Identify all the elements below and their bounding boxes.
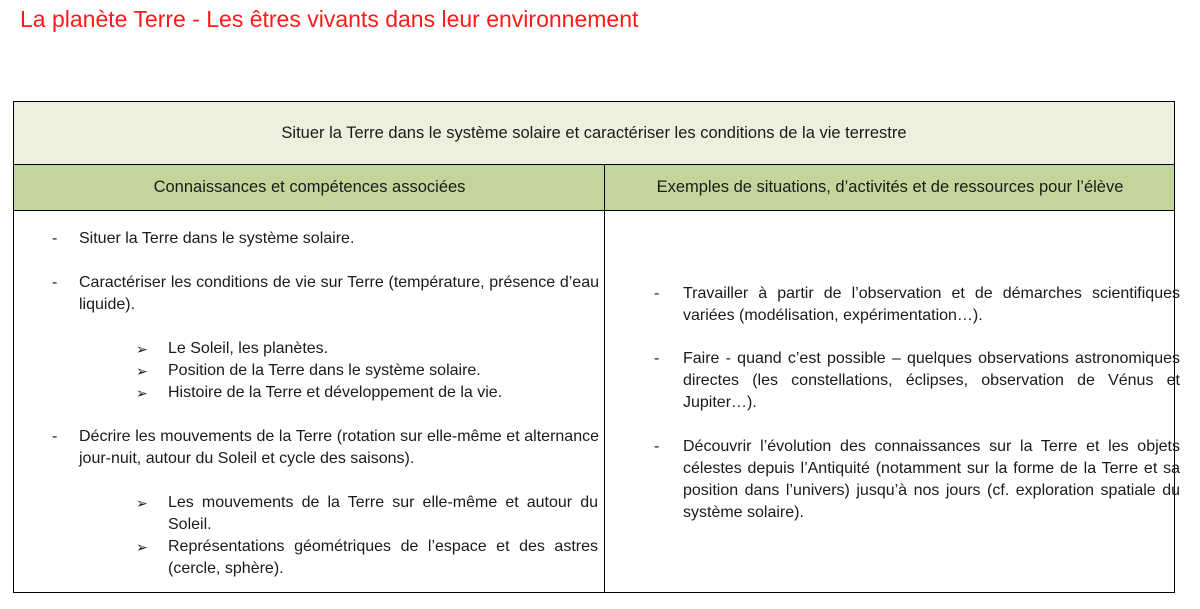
- column-header-left: [14, 165, 605, 210]
- list-item-text: Travailler à partir de l’observation et de démarches scientifiques variées (modélisation, expérimentation…).: [683, 285, 1180, 324]
- list-item: [52, 228, 602, 250]
- sub-list-item-text: Position de la Terre dans le système solaire.: [168, 362, 481, 379]
- sub-list-item: [136, 536, 602, 580]
- sub-list-item-text: Représentations géométriques de l’espace et des astres (cercle, sphère).: [168, 538, 598, 577]
- dash-bullet: -: [654, 438, 660, 455]
- list-item: [654, 283, 1182, 327]
- dash-bullet: -: [52, 274, 58, 291]
- arrow-bullet-icon: ➢: [136, 341, 148, 357]
- list-item: [654, 348, 1182, 414]
- table-header-row: [14, 165, 1174, 211]
- list-item-text: Décrire les mouvements de la Terre (rotation sur elle-même et alternance jour-nuit, autour du Soleil et cycle des saisons).: [79, 428, 599, 467]
- list-item-text: Découvrir l’évolution des connaissances sur la Terre et les objets célestes depuis l’Antiquité (notamment sur la forme de la Terre et sa position dans l’univers) jusqu’à nos jours (cf. exploration spatiale du système solaire).: [683, 438, 1180, 521]
- list-item: [654, 436, 1182, 524]
- list-item-text: Caractériser les conditions de vie sur Terre (température, présence d’eau liquide).: [79, 274, 599, 313]
- list-item: [52, 272, 602, 316]
- table-banner: [14, 102, 1174, 165]
- list-item-text: Situer la Terre dans le système solaire.: [79, 230, 355, 247]
- arrow-bullet-icon: ➢: [136, 495, 148, 511]
- page-title: La planète Terre - Les êtres vivants dans leur environnement: [20, 6, 639, 32]
- list-item-text: Faire - quand c’est possible – quelques observations astronomiques directes (les constellations, éclipses, observation de Vénus et Jupiter…).: [683, 350, 1180, 411]
- column-header-right-text: Exemples de situations, d’activités et de ressources pour l’élève: [656, 178, 1124, 196]
- sub-list-item: [136, 338, 602, 360]
- list-item: [52, 426, 602, 470]
- sub-list-item: [136, 382, 602, 404]
- sub-list-item-text: Le Soleil, les planètes.: [168, 340, 329, 357]
- arrow-bullet-icon: ➢: [136, 363, 148, 379]
- dash-bullet: -: [52, 428, 58, 445]
- curriculum-table: [13, 101, 1180, 593]
- arrow-bullet-icon: ➢: [136, 385, 148, 401]
- banner-text: Situer la Terre dans le système solaire et caractériser les conditions de la vie terrestre: [281, 123, 907, 142]
- arrow-bullet-icon: ➢: [136, 539, 148, 555]
- dash-bullet: -: [654, 350, 660, 367]
- dash-bullet: -: [52, 230, 58, 247]
- sub-list-item-text: Histoire de la Terre et développement de la vie.: [168, 384, 503, 401]
- dash-bullet: -: [654, 285, 660, 302]
- column-header-right: [605, 165, 1175, 210]
- column-right-body: [605, 211, 1180, 592]
- column-left-body: [14, 211, 604, 592]
- sub-list-item-text: Les mouvements de la Terre sur elle-même et autour du Soleil.: [168, 494, 598, 533]
- column-header-left-text: Connaissances et compétences associées: [153, 178, 466, 196]
- sub-list-item: [136, 360, 602, 382]
- sub-list-item: [136, 492, 602, 536]
